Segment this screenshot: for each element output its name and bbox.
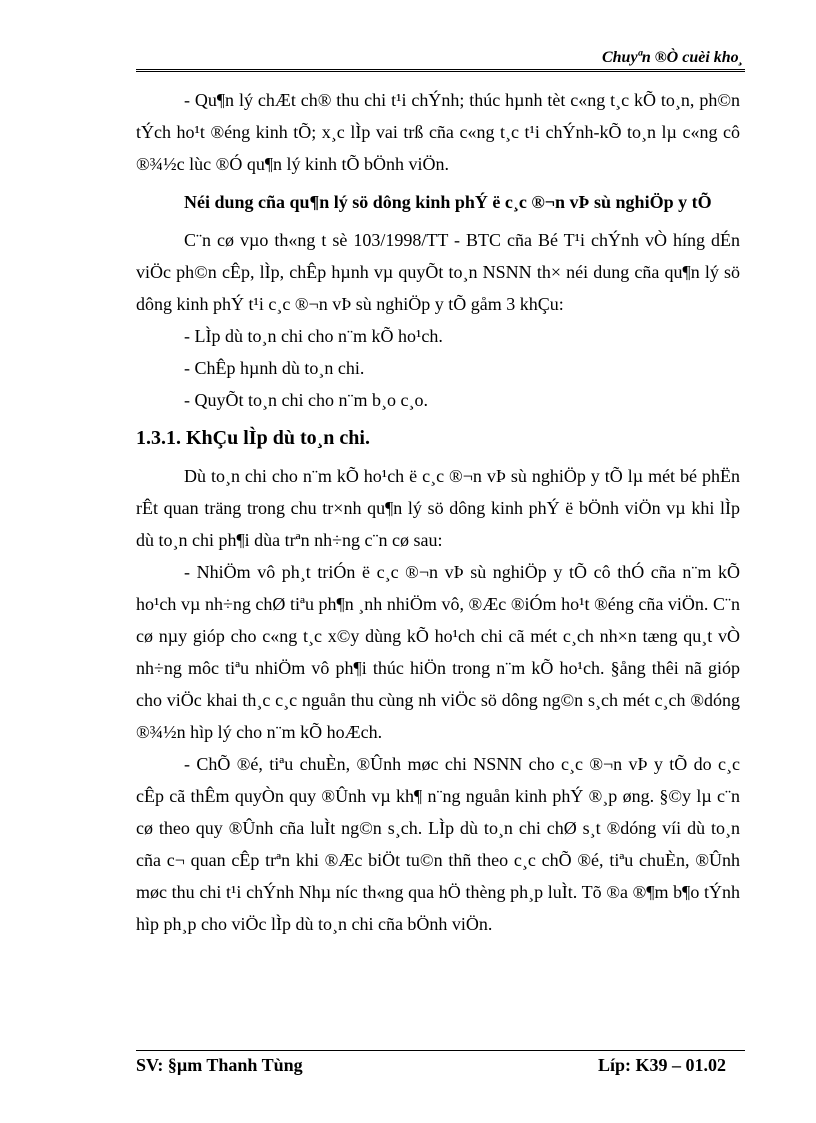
paragraph-budget-estimate: Dù to¸n chi cho n¨m kÕ ho¹ch ë c¸c ®¬n vÞ sù nghiÖp y tÕ lµ mét bé phËn rÊt quan träng trong chu tr×nh qu¶n lý sö dông kinh phÝ ë bÖnh viÖn vµ khi lÌp dù to¸n chi ph¶i dùa trªn nh÷ng c¨n cø sau:: [136, 466, 740, 550]
list-item-budget-planning: - LÌp dù to¸n chi cho n¨m kÕ ho¹ch.: [184, 326, 443, 346]
header-rule-double: [136, 71, 745, 72]
list-item-budget-execution: - ChÊp hµnh dù to¸n chi.: [184, 358, 365, 378]
document-body: [136, 84, 740, 940]
paragraph-spending-norms: - ChÕ ®é, tiªu chuÈn, ®Ûnh møc chi NSNN cho c¸c ®¬n vÞ y tÕ do c¸c cÊp cã thÊm quyÒn quy ®Ûnh vµ kh¶ n¨ng nguån kinh phÝ ®¸p øng. §©y lµ c¨n cø theo quy ®Ûnh cña luÌt ng©n s¸ch. LÌp dù to¸n chi chØ s¸t ®dóng víi dù to¸n cña c¬ quan cÊp trªn khi ®Æc biÖt tu©n thñ theo c¸c chÕ ®é, tiªu chuÈn, ®Ûnh møc thu chi t¹i chÝnh Nhµ níc th«ng qua hÖ thèng ph¸p luÌt. Tõ ®a ®¶m b¶o tÝnh hìp ph¸p cho viÖc lÌp dù to¸n chi cña bÖnh viÖn.: [136, 754, 740, 934]
header-title: Chuyªn ®Ò cuèi kho¸: [601, 49, 744, 66]
paragraph-development-tasks: - NhiÖm vô ph¸t triÓn ë c¸c ®¬n vÞ sù nghiÖp y tÕ cô thÓ cña n¨m kÕ ho¹ch vµ nh÷ng chØ tiªu ph¶n ¸nh nhiÖm vô, ®Æc ®iÓm ho¹t ®éng cña viÖn. C¨n cø nµy gióp cho c«ng t¸c x©y dùng kÕ ho¹ch chi cã mét c¸ch nh×n tæng qu¸t vÒ nh÷ng môc tiªu nhiÖm vô ph¶i thúc hiÖn trong n¨m kÕ ho¹ch. §ång thêi nã gióp cho viÖc khai th¸c c¸c nguån thu cùng nh viÖc sö dông ng©n s¸ch mét c¸ch ®dóng ®¾½n hìp lý cho n¨m kÕ hoÆch.: [136, 562, 740, 742]
footer-class: Líp: K39 – 01.02: [597, 1055, 726, 1075]
paragraph-circular-basis: C¨n cø vµo th«ng t sè 103/1998/TT - BTC cña Bé T¹i chÝnh vÒ híng dÉn viÖc ph©n cÊp, lÌp, chÊp hµnh vµ quyÕt to¸n NSNN th× néi dung cña qu¶n lý sö dông kinh phÝ t¹i c¸c ®¬n vÞ sù nghiÖp y tÕ gåm 3 khÇu:: [136, 230, 740, 314]
list-item-budget-settlement: - QuyÕt to¸n chi cho n¨m b¸o c¸o.: [184, 390, 428, 410]
paragraph-finance-management: - Qu¶n lý chÆt ch® thu chi t¹i chÝnh; thúc hµnh tèt c«ng t¸c kÕ to¸n, ph©n tÝch ho¹t ®éng kinh tÕ; x¸c lÌp vai trß cña c«ng t¸c t¹i chÝnh-kÕ to¸n lµ c«ng cô ®¾½c lùc ®Ó qu¶n lý kinh tÕ bÖnh viÖn.: [136, 90, 740, 174]
footer-rule: [136, 1050, 745, 1051]
section-heading: 1.3.1. KhÇu lÌp dù to¸n chi.: [136, 427, 370, 449]
section-subtitle: Néi dung cña qu¶n lý sö dông kinh phÝ ë c¸c ®¬n vÞ sù nghiÖp y tÕ: [184, 192, 712, 212]
footer-student: SV: §µm Thanh Tùng: [136, 1055, 303, 1075]
header-rule: [136, 69, 745, 70]
